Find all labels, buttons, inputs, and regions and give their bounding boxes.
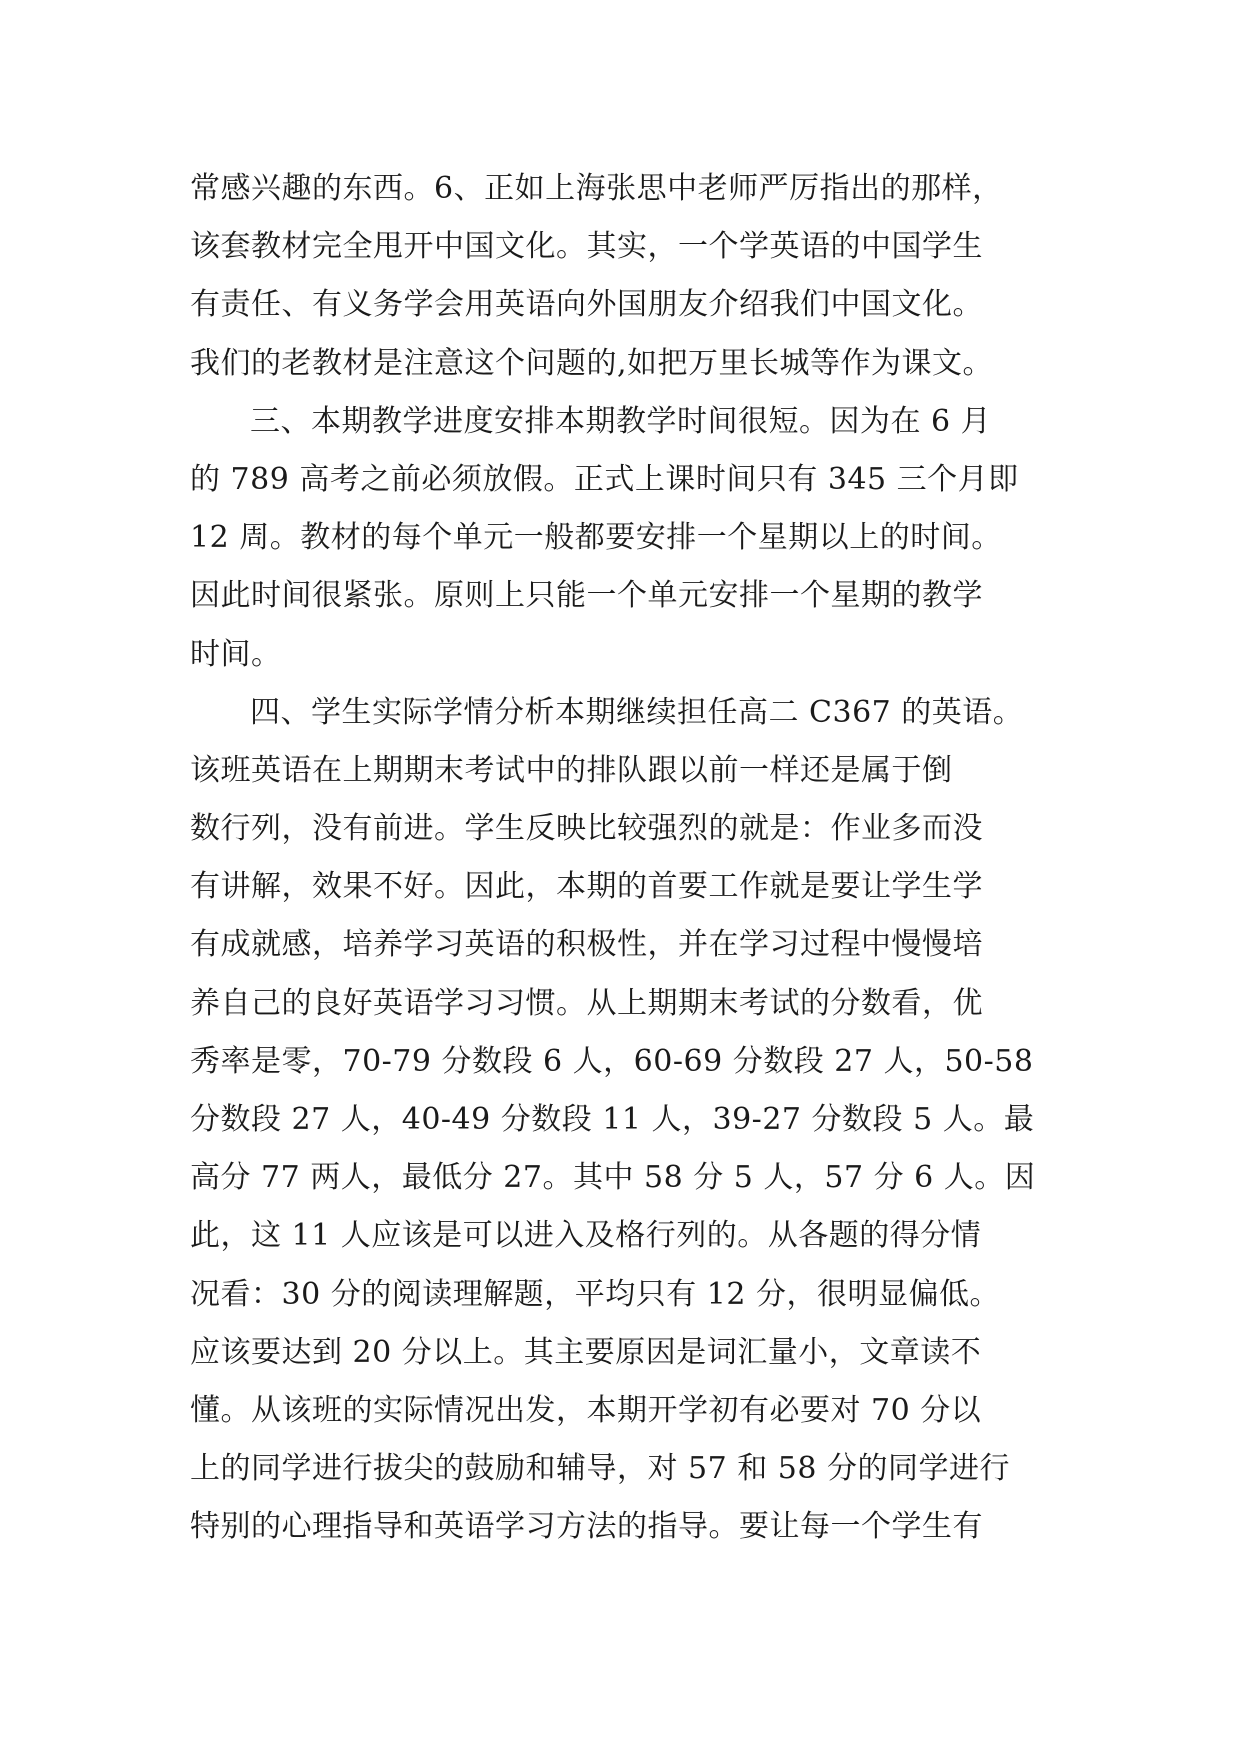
text-line: 有讲解，效果不好。因此，本期的首要工作就是要让学生学 xyxy=(190,869,983,905)
text-line: 上的同学进行拔尖的鼓励和辅导，对 57 和 58 分的同学进行 xyxy=(190,1451,1010,1487)
text-line: 该班英语在上期期末考试中的排队跟以前一样还是属于倒 xyxy=(190,752,953,788)
text-line: 该套教材完全甩开中国文化。其实，一个学英语的中国学生 xyxy=(190,229,983,265)
text-line: 时间。 xyxy=(190,636,282,672)
text-line: 的 789 高考之前必须放假。正式上课时间只有 345 三个月即 xyxy=(190,461,1019,497)
text-line: 此，这 11 人应该是可以进入及格行列的。从各题的得分情 xyxy=(190,1218,982,1254)
text-line: 应该要达到 20 分以上。其主要原因是词汇量小，文章读不 xyxy=(190,1334,982,1370)
text-line: 分数段 27 人，40-49 分数段 11 人，39-27 分数段 5 人。最 xyxy=(190,1102,1035,1137)
text-line: 秀率是零，70-79 分数段 6 人，60-69 分数段 27 人，50-58 xyxy=(190,1043,1034,1079)
text-line: 高分 77 两人，最低分 27。其中 58 分 5 人，57 分 6 人。因 xyxy=(190,1160,1036,1196)
text-line: 因此时间很紧张。原则上只能一个单元安排一个星期的教学 xyxy=(190,578,983,614)
text-line: 养自己的良好英语学习习惯。从上期期末考试的分数看，优 xyxy=(190,985,983,1021)
text-line: 特别的心理指导和英语学习方法的指导。要让每一个学生有 xyxy=(190,1509,983,1545)
text-line: 况看：30 分的阅读理解题，平均只有 12 分，很明显偏低。 xyxy=(190,1276,1000,1312)
text-line: 常感兴趣的东西。6、正如上海张思中老师严厉指出的那样， xyxy=(190,171,1003,206)
text-line: 我们的老教材是注意这个问题的,如把万里长城等作为课文。 xyxy=(190,345,994,381)
text-line: 有责任、有义务学会用英语向外国朋友介绍我们中国文化。 xyxy=(190,287,983,323)
text-line: 有成就感，培养学习英语的积极性，并在学习过程中慢慢培 xyxy=(190,927,983,963)
text-line: 三、本期教学进度安排本期教学时间很短。因为在 6 月 xyxy=(250,403,992,439)
body-text xyxy=(190,160,1070,1557)
text-line: 四、学生实际学情分析本期继续担任高二 C367 的英语。 xyxy=(250,694,1024,730)
text-line: 12 周。教材的每个单元一般都要安排一个星期以上的时间。 xyxy=(190,520,1002,556)
text-line: 数行列，没有前进。学生反映比较强烈的就是：作业多而没 xyxy=(190,811,983,847)
text-line: 懂。从该班的实际情况出发，本期开学初有必要对 70 分以 xyxy=(190,1392,982,1428)
